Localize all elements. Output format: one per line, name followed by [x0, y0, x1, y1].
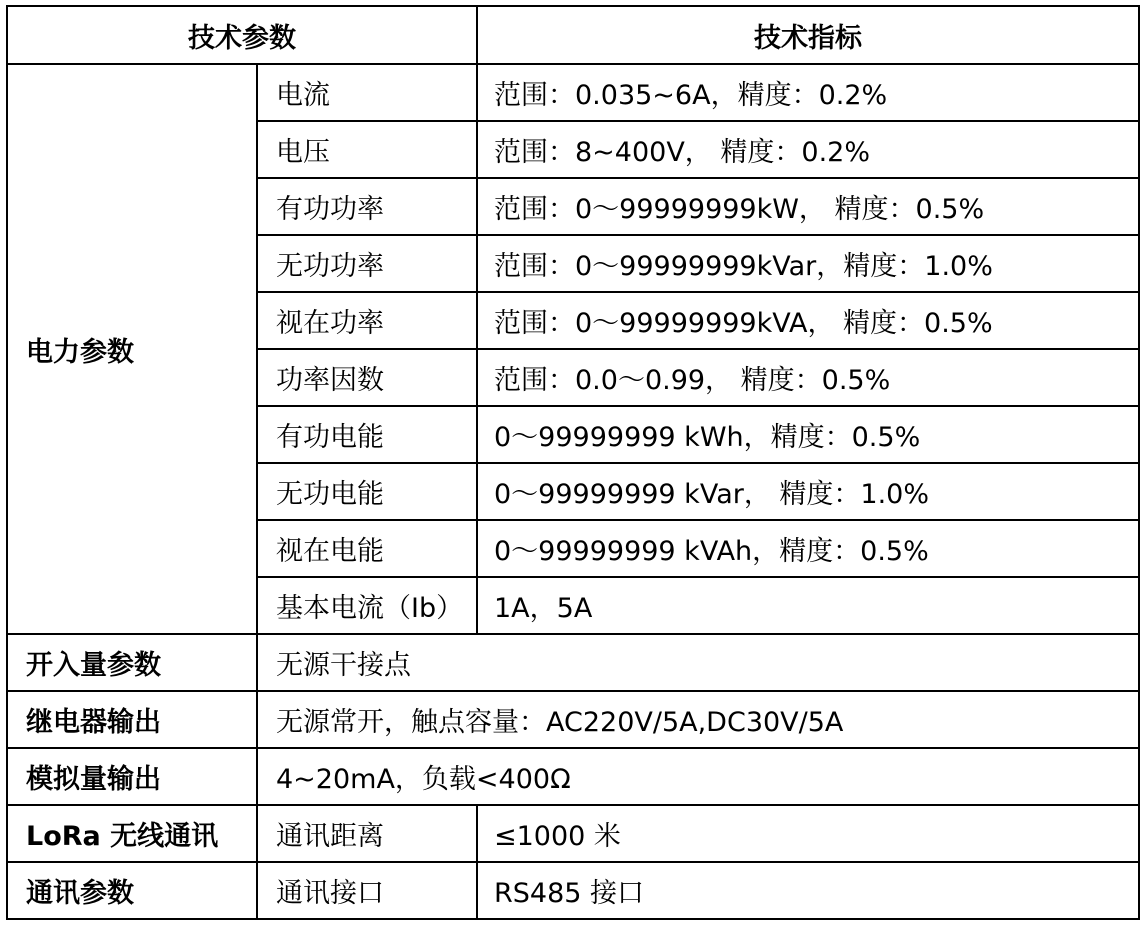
param-name: 有功功率: [257, 178, 477, 235]
table-row: [7, 862, 1139, 919]
group-label-power: 电力参数: [7, 64, 257, 634]
param-value: 范围：0～99999999kW， 精度：0.5%: [477, 178, 1139, 235]
param-name: 基本电流（Ib）: [257, 577, 477, 634]
group-label: 继电器输出: [7, 691, 257, 748]
param-value: 1A，5A: [477, 577, 1139, 634]
param-name: 功率因数: [257, 349, 477, 406]
param-value: 范围：0～99999999kVar，精度：1.0%: [477, 235, 1139, 292]
param-value: 无源干接点: [257, 634, 1139, 691]
group-label: 模拟量输出: [7, 748, 257, 805]
param-value: 范围：0～99999999kVA， 精度：0.5%: [477, 292, 1139, 349]
param-value: 范围：0.0～0.99， 精度：0.5%: [477, 349, 1139, 406]
param-name: 视在功率: [257, 292, 477, 349]
table-row: [7, 805, 1139, 862]
table-row: [7, 634, 1139, 691]
header-row: [7, 6, 1139, 64]
table-row: [7, 748, 1139, 805]
param-value: 范围：8~400V， 精度：0.2%: [477, 121, 1139, 178]
param-name: 电流: [257, 64, 477, 121]
param-value: 0～99999999 kVAh，精度：0.5%: [477, 520, 1139, 577]
param-value: 4~20mA，负载<400Ω: [257, 748, 1139, 805]
param-name: 电压: [257, 121, 477, 178]
param-name: 通讯接口: [257, 862, 477, 919]
param-name: 通讯距离: [257, 805, 477, 862]
param-name: 有功电能: [257, 406, 477, 463]
spec-table: [6, 5, 1140, 920]
header-specs: 技术指标: [477, 6, 1139, 64]
table-row: [7, 691, 1139, 748]
param-value: 0～99999999 kVar， 精度：1.0%: [477, 463, 1139, 520]
group-label: 开入量参数: [7, 634, 257, 691]
param-name: 无功功率: [257, 235, 477, 292]
param-value: 范围：0.035~6A，精度：0.2%: [477, 64, 1139, 121]
param-value: ≤1000 米: [477, 805, 1139, 862]
group-label: 通讯参数: [7, 862, 257, 919]
group-label: LoRa 无线通讯: [7, 805, 257, 862]
header-params: 技术参数: [7, 6, 477, 64]
param-value: 0～99999999 kWh，精度：0.5%: [477, 406, 1139, 463]
param-value: 无源常开，触点容量：AC220V/5A,DC30V/5A: [257, 691, 1139, 748]
param-name: 无功电能: [257, 463, 477, 520]
param-value: RS485 接口: [477, 862, 1139, 919]
table-row: [7, 64, 1139, 121]
param-name: 视在电能: [257, 520, 477, 577]
